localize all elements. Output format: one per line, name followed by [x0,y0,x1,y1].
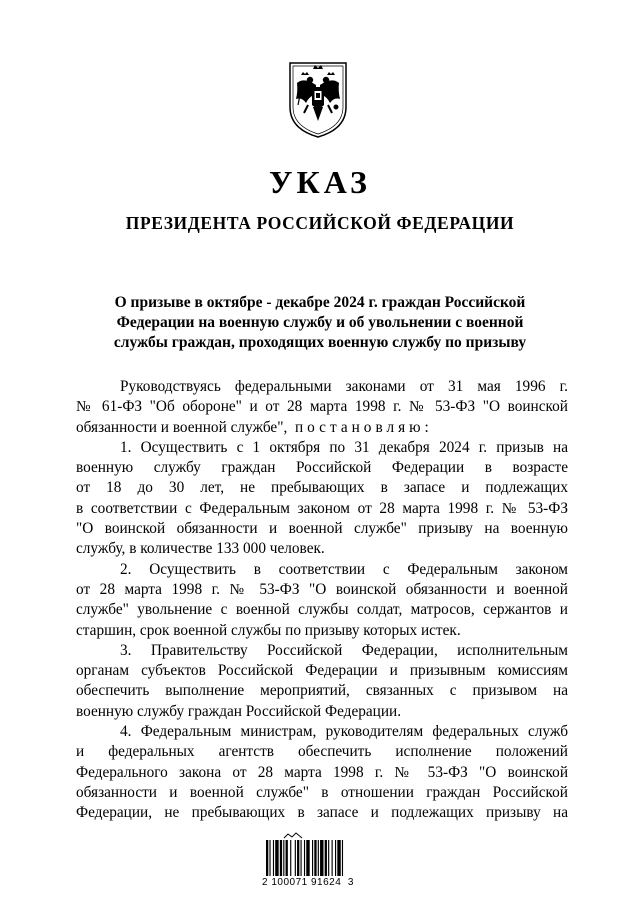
heading-line: О призыве в октябре - декабре 2024 г. граждан Российской [114,294,526,311]
barcode-bar [297,840,299,876]
preamble-end: обязанности и военной службе", [76,418,288,436]
barcode-bar [335,840,336,876]
body-line: 3. Правительству Российской Федерации, исполнительным [120,641,568,659]
body-line: Федерации, не пребывающих в запасе и подлежащих призыву на [76,804,568,822]
body-line: старшин, срок военной службы по призыву которых истек. [76,621,461,639]
barcode-bar [332,840,333,876]
barcode-icon [265,840,375,878]
barcode-bar [318,840,319,876]
heading-line: службы граждан, проходящих военную службу по призыву [113,334,527,351]
barcode-bar [266,840,268,876]
barcode-bar [304,840,305,876]
printing-mark-icon [282,832,304,840]
body-line: службе" увольнение с военной службы солдат, матросов, сержантов и [76,601,568,619]
body-line: Федерального закона от 28 марта 1998 г. № 53-ФЗ "О воинской [76,763,568,781]
page-title: УКАЗ [269,164,371,200]
body-line: от 18 до 30 лет, не пребывающих в запасе и подлежащих [76,479,568,497]
body-line: и федеральных агентств обеспечить исполнение положений [76,743,568,761]
body-line: "О воинской обязанности и военной службе" призыву на военную [76,520,568,538]
barcode-bar [295,840,296,876]
page-subtitle: ПРЕЗИДЕНТА РОССИЙСКОЙ ФЕДЕРАЦИИ [125,213,515,233]
barcode-bar [337,840,340,876]
coat-of-arms-icon [280,55,356,140]
decree-word: постановляю: [294,418,433,436]
body-line: от 28 марта 1998 г. № 53-ФЗ "О воинской обязанности и военной [76,580,568,598]
barcode-bar [290,840,291,876]
barcode-bar [286,840,288,876]
body-line: Руководствуясь федеральными законами от 31 мая 1996 г. [120,378,568,395]
body-line: 4. Федеральным министрам, руководителям федеральных служб [120,723,568,741]
body-line: обеспечить выполнение мероприятий, связанных с призывом на [76,682,568,700]
body-line: в соответствии с Федеральным законом от 28 марта 1998 г. № 53-ФЗ [76,499,568,517]
barcode-number: 2 100071 91624 3 [262,877,354,888]
body-line: органам субъектов Российской Федерации и призывным комиссиям [76,662,568,680]
barcode-bar [273,840,274,876]
barcode-bar [275,840,278,876]
barcode-bar [312,840,313,876]
body-line: 2. Осуществить в соответствии с Федеральным законом [120,560,568,578]
barcode-bar [342,840,343,876]
body-line: обязанности и военной службе" в отношении граждан Российской [76,783,568,801]
barcode-bar [314,840,316,876]
barcode-bar [280,840,282,876]
barcode-bar [301,840,302,876]
barcode-bar [283,840,284,876]
barcode-bar [306,840,309,876]
barcode-bar [325,840,327,876]
body-line [76,418,568,438]
body-line: № 61-ФЗ "Об обороне" и от 28 марта 1998 г. № 53-ФЗ "О воинской [76,398,568,416]
heading-line: Федерации на военную службу и об увольнении с военной [116,314,524,331]
body-line: службу, в количестве 133 000 человек. [76,540,325,558]
decree-body [76,377,568,824]
body-line: военную службу граждан Российской Федерации в возрасте [76,459,568,477]
body-line: 1. Осуществить с 1 октября по 31 декабря 2024 г. призыв на [120,438,568,456]
barcode-bar [320,840,323,876]
barcode-bar [328,840,329,876]
barcode-bar [269,840,270,876]
body-line: военную службу граждан Российской Федерации. [76,702,402,720]
decree-heading [60,293,580,353]
